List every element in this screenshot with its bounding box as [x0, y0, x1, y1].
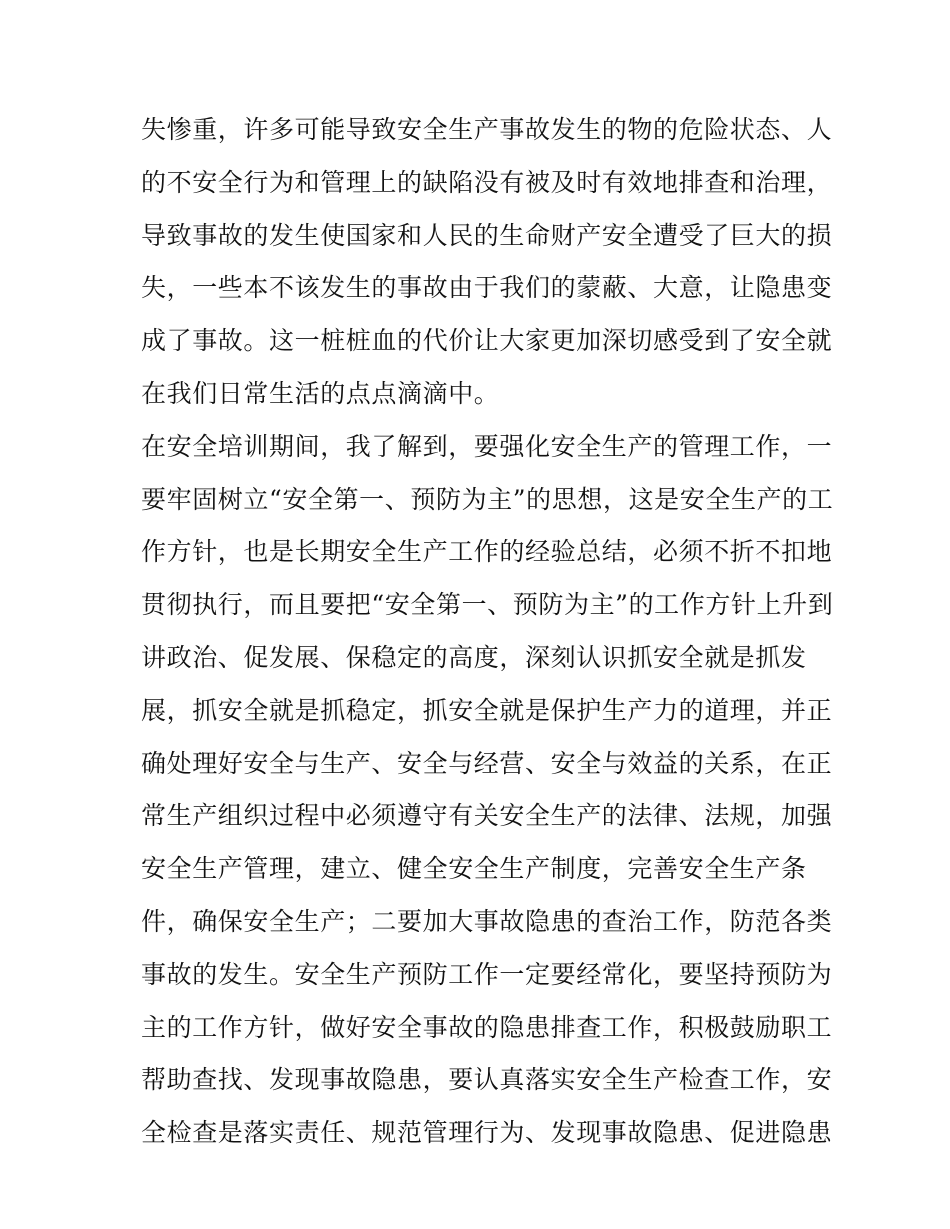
text-line: 在安全培训期间，我了解到，要强化安全生产的管理工作，一 — [141, 431, 833, 461]
text-line: 主的工作方针，做好安全事故的隐患排查工作，积极鼓励职工 — [141, 1012, 833, 1042]
text-line: 帮助查找、发现事故隐患，要认真落实安全生产检查工作，安 — [141, 1065, 833, 1095]
text-line: 件，确保安全生产；二要加大事故隐患的查治工作，防范各类 — [141, 906, 833, 936]
text-line: 确处理好安全与生产、安全与经营、安全与效益的关系，在正 — [141, 748, 833, 778]
text-line: 成了事故。这一桩桩血的代价让大家更加深切感受到了安全就 — [141, 326, 833, 356]
text-line: 全检查是落实责任、规范管理行为、发现事故隐患、促进隐患 — [141, 1118, 833, 1148]
text-line: 贯彻执行，而且要把“安全第一、预防为主”的工作方针上升到 — [141, 590, 834, 620]
text-line: 导致事故的发生使国家和人民的生命财产安全遭受了巨大的损 — [141, 220, 833, 250]
text-line: 展，抓安全就是抓稳定，抓安全就是保护生产力的道理，并正 — [141, 695, 833, 725]
text-line: 的不安全行为和管理上的缺陷没有被及时有效地排查和治理， — [141, 167, 833, 197]
text-line: 失惨重，许多可能导致安全生产事故发生的物的危险状态、人 — [141, 115, 833, 144]
text-line: 在我们日常生活的点点滴滴中。 — [141, 378, 500, 408]
text-line: 要牢固树立“安全第一、预防为主”的思想，这是安全生产的工 — [141, 484, 834, 514]
text-line: 安全生产管理，建立、健全安全生产制度，完善安全生产条 — [141, 854, 807, 884]
text-line: 作方针，也是长期安全生产工作的经验总结，必须不折不扣地 — [141, 537, 833, 567]
body-text — [141, 104, 834, 1160]
text-line: 讲政治、促发展、保稳定的高度，深刻认识抓安全就是抓发 — [141, 642, 807, 672]
text-line: 事故的发生。安全生产预防工作一定要经常化，要坚持预防为 — [141, 959, 833, 989]
text-line: 常生产组织过程中必须遵守有关安全生产的法律、法规，加强 — [141, 801, 833, 831]
text-line: 失，一些本不该发生的事故由于我们的蒙蔽、大意，让隐患变 — [141, 273, 833, 303]
